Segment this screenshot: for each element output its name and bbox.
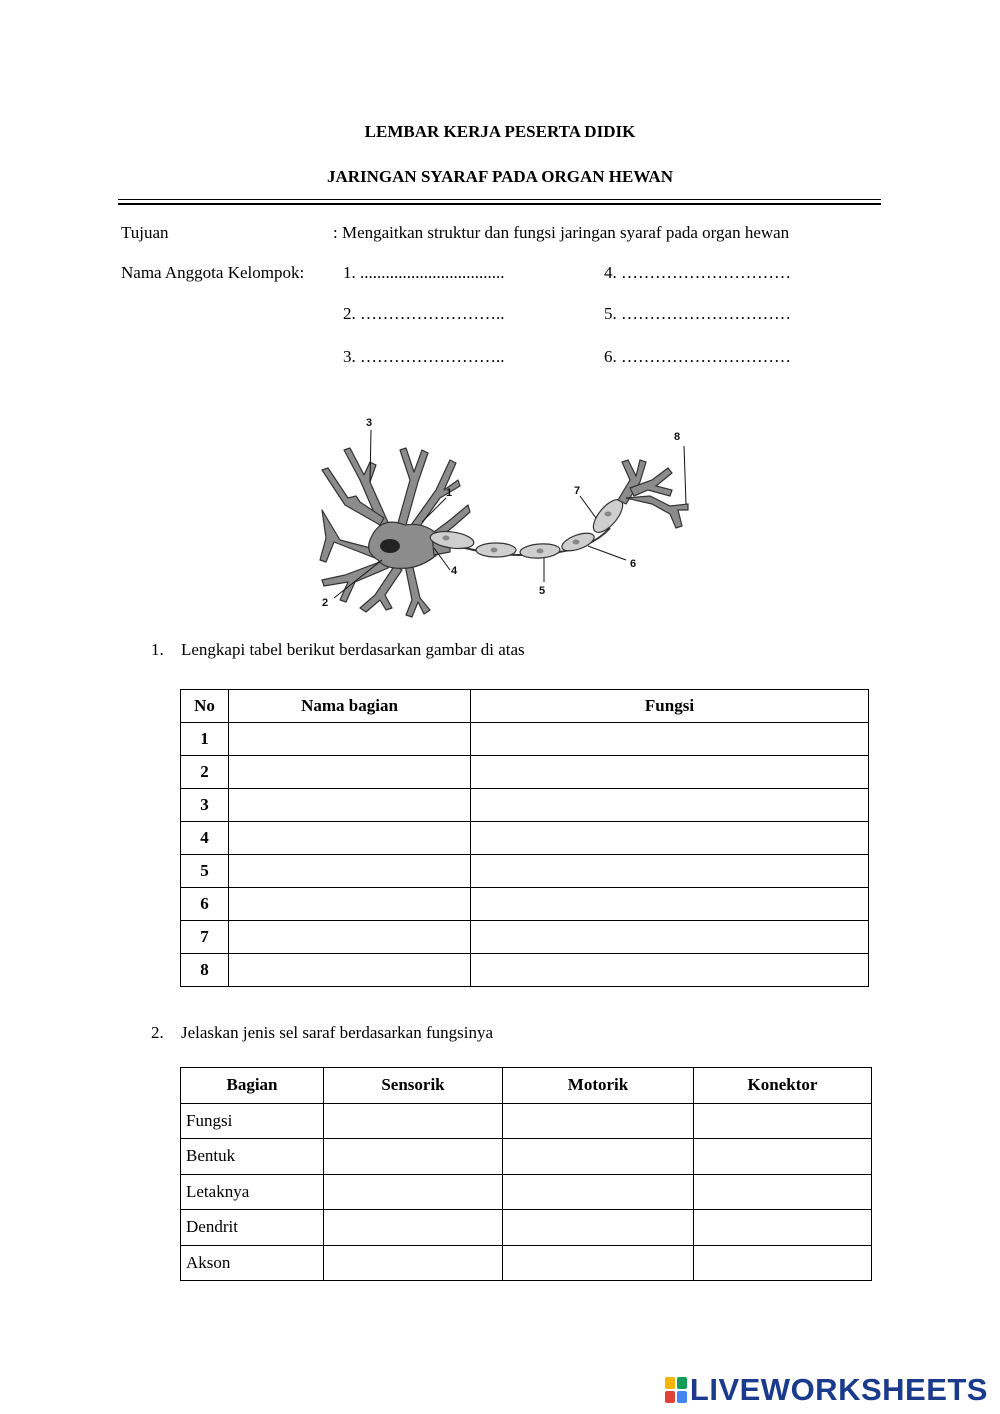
answer-cell[interactable] [229,921,471,954]
row-number: 7 [181,921,229,954]
table-row [181,756,869,789]
row-label: Fungsi [181,1103,324,1139]
table-header-row [181,690,869,723]
answer-cell[interactable] [694,1174,872,1210]
row-number: 6 [181,888,229,921]
row-label: Dendrit [181,1210,324,1246]
anggota-label: Nama Anggota Kelompok: [121,263,305,282]
answer-cell[interactable] [324,1174,503,1210]
diagram-label-2: 2 [322,597,329,609]
diagram-label-7: 7 [574,485,581,497]
answer-cell[interactable] [471,756,869,789]
answer-cell[interactable] [471,954,869,987]
answer-cell[interactable] [503,1245,694,1281]
answer-cell[interactable] [471,888,869,921]
table-row [181,789,869,822]
diagram-label-5: 5 [539,585,546,597]
header-motorik: Motorik [503,1068,694,1104]
logo-mark-icon [665,1377,687,1403]
diagram-label-8: 8 [674,431,681,443]
row-label: Akson [181,1245,324,1281]
row-number: 1 [181,723,229,756]
answer-cell[interactable] [471,789,869,822]
answer-cell[interactable] [324,1103,503,1139]
anggota-entry-3[interactable]: 3. …………………….. [343,347,505,366]
answer-cell[interactable] [694,1139,872,1175]
answer-cell[interactable] [229,855,471,888]
answer-cell[interactable] [229,822,471,855]
anggota-entry-1[interactable]: 1. .................................. [343,263,505,282]
header-no: No [181,690,229,723]
answer-cell[interactable] [471,723,869,756]
anggota-entry-4[interactable]: 4. ………………………… [604,263,791,282]
header-sensorik: Sensorik [324,1068,503,1104]
table-row [181,921,869,954]
answer-cell[interactable] [229,756,471,789]
answer-cell[interactable] [694,1210,872,1246]
answer-cell[interactable] [503,1174,694,1210]
table-row [181,1139,872,1175]
header-fungsi: Fungsi [471,690,869,723]
answer-cell[interactable] [229,723,471,756]
diagram-label-6: 6 [630,558,637,570]
answer-cell[interactable] [471,921,869,954]
table-row [181,1174,872,1210]
table-row [181,1210,872,1246]
tujuan-text: : Mengaitkan struktur dan fungsi jaringan syaraf pada organ hewan [333,223,790,242]
anggota-entry-6[interactable]: 6. ………………………… [604,347,791,366]
table-row [181,954,869,987]
table-row [181,888,869,921]
answer-cell[interactable] [229,789,471,822]
header-konektor: Konektor [694,1068,872,1104]
logo-text: LIVEWORKSHEETS [689,1372,988,1407]
diagram-label-3: 3 [366,417,373,429]
answer-cell[interactable] [503,1139,694,1175]
answer-cell[interactable] [471,855,869,888]
question-2-number: 2. [151,1023,164,1042]
question-1-text: Lengkapi tabel berikut berdasarkan gambar di atas [181,640,525,659]
answer-cell[interactable] [229,954,471,987]
row-number: 3 [181,789,229,822]
answer-cell[interactable] [324,1245,503,1281]
table-header-row [181,1068,872,1104]
answer-cell[interactable] [694,1245,872,1281]
anggota-entry-5[interactable]: 5. ………………………… [604,304,791,323]
row-label: Letaknya [181,1174,324,1210]
answer-cell[interactable] [694,1103,872,1139]
axon-terminals [618,460,688,528]
answer-cell[interactable] [324,1139,503,1175]
header-nama-bagian: Nama bagian [229,690,471,723]
table-row [181,822,869,855]
table-row [181,723,869,756]
nucleus [380,539,400,553]
leader-lines [334,430,686,598]
parts-table [180,689,869,987]
table-row [181,855,869,888]
question-1-number: 1. [151,640,164,659]
neuron-types-table [180,1067,872,1281]
answer-cell[interactable] [471,822,869,855]
worksheet-subtitle: JARINGAN SYARAF PADA ORGAN HEWAN [326,167,673,186]
table-row [181,1103,872,1139]
header-divider-top [118,199,881,200]
answer-cell[interactable] [324,1210,503,1246]
row-number: 4 [181,822,229,855]
worksheet-title: LEMBAR KERJA PESERTA DIDIK [364,122,636,141]
question-2-text: Jelaskan jenis sel saraf berdasarkan fungsinya [181,1023,494,1042]
row-number: 8 [181,954,229,987]
header-divider-bottom [118,203,881,205]
header-bagian: Bagian [181,1068,324,1104]
diagram-label-4: 4 [451,565,458,577]
row-number: 5 [181,855,229,888]
answer-cell[interactable] [503,1103,694,1139]
anggota-entry-2[interactable]: 2. …………………….. [343,304,505,323]
neuron-diagram [300,410,720,620]
row-label: Bentuk [181,1139,324,1175]
tujuan-label: Tujuan [121,223,169,242]
table-row [181,1245,872,1281]
row-number: 2 [181,756,229,789]
liveworksheets-logo[interactable] [665,1372,988,1407]
diagram-label-1: 1 [446,487,453,499]
answer-cell[interactable] [229,888,471,921]
answer-cell[interactable] [503,1210,694,1246]
